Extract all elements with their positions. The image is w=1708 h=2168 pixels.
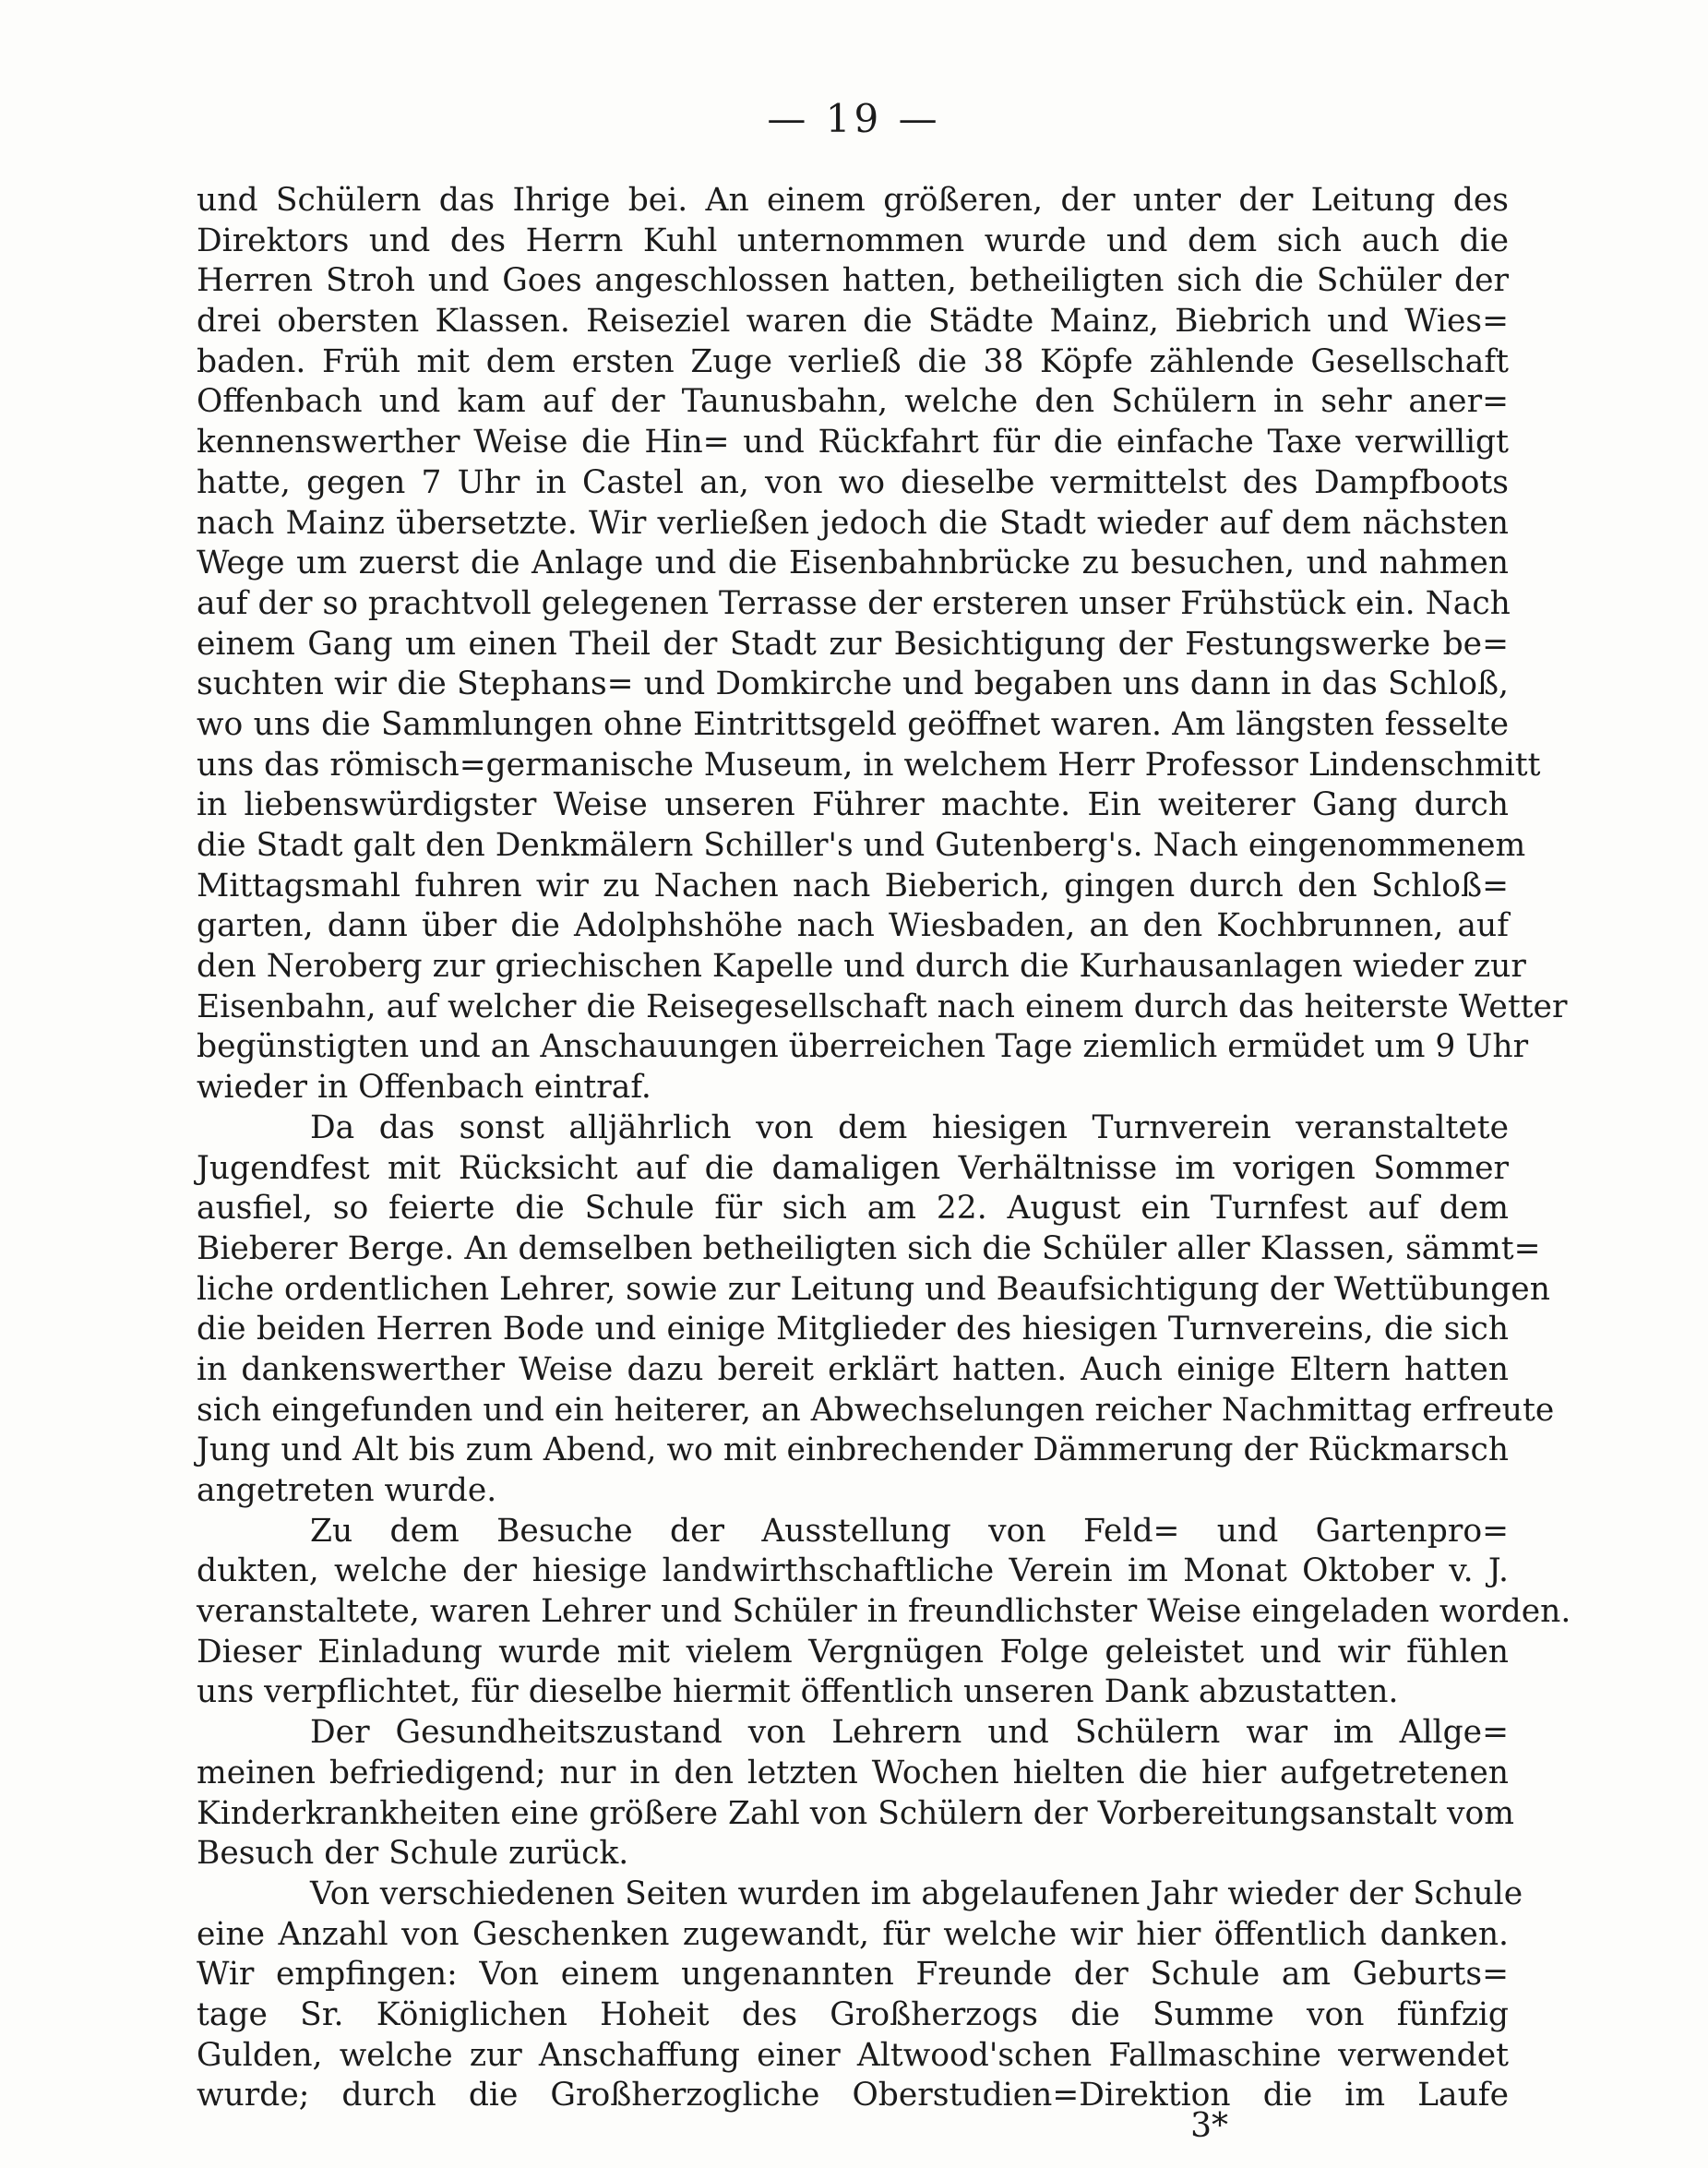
text-line: Jung und Alt bis zum Abend, wo mit einbrechender Dämmerung der Rückmarsch <box>197 1431 1509 1469</box>
text-line: sich eingefunden und ein heiterer, an Abwechselungen reicher Nachmittag erfreute <box>197 1391 1555 1429</box>
text-line: Kinderkrankheiten eine größere Zahl von Schülern der Vorbereitungsanstalt vom <box>197 1794 1514 1832</box>
paragraph-start: Von verschiedenen Seiten wurden im abgelaufenen Jahr wieder der Schule <box>310 1875 1523 1912</box>
text-line: auf der so prachtvoll gelegenen Terrasse der ersteren unser Frühstück ein. Nach <box>197 584 1511 622</box>
text-line: wieder in Offenbach eintraf. <box>197 1069 651 1107</box>
text-line: angetreten wurde. <box>197 1472 497 1509</box>
text-line: dukten, welche der hiesige landwirthschaftliche Verein im Monat Oktober v. J. <box>197 1552 1509 1590</box>
text-line: nach Mainz übersetzte. Wir verließen jedoch die Stadt wieder auf dem nächsten <box>197 504 1509 542</box>
paragraph-start: Da das sonst alljährlich von dem hiesigen Turnverein veranstaltete <box>310 1108 1509 1146</box>
text-line: Direktors und des Herrn Kuhl unternommen wurde und dem sich auch die <box>197 222 1509 259</box>
body-text <box>197 181 1571 2116</box>
text-line: meinen befriedigend; nur in den letzten Wochen hielten die hier aufgetretenen <box>197 1754 1509 1791</box>
text-line: garten, dann über die Adolphshöhe nach Wiesbaden, an den Kochbrunnen, auf <box>197 907 1509 945</box>
text-line: suchten wir die Stephans= und Domkirche und begaben uns dann in das Schloß, <box>197 665 1509 703</box>
text-line: in dankenswerther Weise dazu bereit erklärt hatten. Auch einige Eltern hatten <box>197 1350 1509 1388</box>
text-line: Wege um zuerst die Anlage und die Eisenbahnbrücke zu besuchen, und nahmen <box>197 545 1509 582</box>
text-line: hatte, gegen 7 Uhr in Castel an, von wo dieselbe vermittelst des Dampfboots <box>197 463 1509 501</box>
text-line: drei obersten Klassen. Reiseziel waren die Städte Mainz, Biebrich und Wies= <box>197 303 1509 341</box>
text-line: einem Gang um einen Theil der Stadt zur Besichtigung der Festungswerke be= <box>197 625 1509 663</box>
text-line: tage Sr. Königlichen Hoheit des Großherzogs die Summe von fünfzig <box>197 1995 1509 2033</box>
text-line: Herren Stroh und Goes angeschlossen hatten, betheiligten sich die Schüler der <box>197 262 1509 300</box>
text-line: Gulden, welche zur Anschaffung einer Altwood'schen Fallmaschine verwendet <box>197 2036 1509 2074</box>
text-line: begünstigten und an Anschauungen überreichen Tage ziemlich ermüdet um 9 Uhr <box>197 1028 1529 1066</box>
text-line: uns das römisch=germanische Museum, in welchem Herr Professor Lindenschmitt <box>197 746 1541 784</box>
paragraph-start: Der Gesundheitszustand von Lehrern und Schülern war im Allge= <box>310 1714 1509 1752</box>
text-line: ausfiel, so feierte die Schule für sich am 22. August ein Turnfest auf dem <box>197 1190 1509 1228</box>
text-line: kennenswerther Weise die Hin= und Rückfahrt für die einfache Taxe verwilligt <box>197 424 1509 461</box>
text-line: Offenbach und kam auf der Taunusbahn, welche den Schülern in sehr aner= <box>197 383 1509 421</box>
paragraph-start: Zu dem Besuche der Ausstellung von Feld= und Gartenpro= <box>310 1512 1509 1550</box>
text-line: wo uns die Sammlungen ohne Eintrittsgeld geöffnet waren. Am längsten fesselte <box>197 705 1509 743</box>
text-line: die Stadt galt den Denkmälern Schiller's und Gutenberg's. Nach eingenommenem <box>197 827 1526 864</box>
text-line: den Neroberg zur griechischen Kapelle und durch die Kurhausanlagen wieder zur <box>197 948 1526 986</box>
text-line: wurde; durch die Großherzogliche Oberstudien=Direktion die im Laufe <box>197 2077 1509 2114</box>
text-line: Eisenbahn, auf welcher die Reisegesellschaft nach einem durch das heiterste Wetter <box>197 988 1568 1025</box>
text-line: liche ordentlichen Lehrer, sowie zur Leitung und Beaufsichtigung der Wettübungen <box>197 1270 1550 1308</box>
text-line: Besuch der Schule zurück. <box>197 1835 629 1873</box>
text-line: baden. Früh mit dem ersten Zuge verließ die 38 Köpfe zählende Gesellschaft <box>197 342 1509 380</box>
text-line: und Schülern das Ihrige bei. An einem größeren, der unter der Leitung des <box>197 182 1509 219</box>
signature-mark: 3* <box>1190 2107 1228 2145</box>
text-line: Dieser Einladung wurde mit vielem Vergnügen Folge geleistet und wir fühlen <box>197 1633 1509 1671</box>
page-number: — 19 — <box>767 96 941 141</box>
text-line: Mittagsmahl fuhren wir zu Nachen nach Bieberich, gingen durch den Schloß= <box>197 867 1509 904</box>
text-line: in liebenswürdigster Weise unseren Führer machte. Ein weiterer Gang durch <box>197 786 1509 824</box>
text-line: Wir empfingen: Von einem ungenannten Freunde der Schule am Geburts= <box>197 1956 1509 1994</box>
text-line: Bieberer Berge. An demselben betheiligten sich die Schüler aller Klassen, sämmt= <box>197 1229 1541 1267</box>
text-line: Jugendfest mit Rücksicht auf die damaligen Verhältnisse im vorigen Sommer <box>197 1149 1509 1187</box>
text-line: veranstaltete, waren Lehrer und Schüler in freundlichster Weise eingeladen worden. <box>197 1593 1571 1631</box>
text-line: eine Anzahl von Geschenken zugewandt, für welche wir hier öffentlich danken. <box>197 1915 1509 1953</box>
text-line: uns verpflichtet, für dieselbe hiermit öffentlich unseren Dank abzustatten. <box>197 1673 1399 1711</box>
text-line: die beiden Herren Bode und einige Mitglieder des hiesigen Turnvereins, die sich <box>197 1311 1509 1348</box>
